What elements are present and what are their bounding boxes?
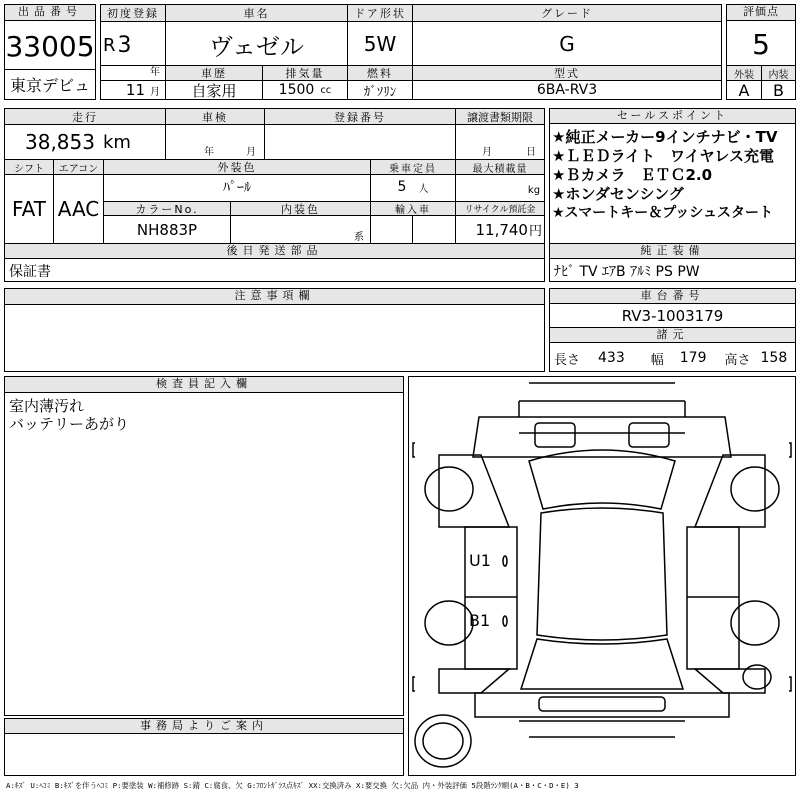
chassis-box [549, 288, 796, 372]
color-no-label: カラーNo. [104, 202, 230, 215]
door-value: 5W [363, 32, 397, 56]
inspector-note: バッテリーあがり [9, 415, 130, 433]
transfer-label: 譲渡書類期限 [456, 109, 544, 124]
shift-value: FAT [11, 197, 46, 221]
car-name-label-bg: 車名 [166, 5, 347, 21]
interior-color-unit: 系 [354, 232, 364, 243]
transfer-month-unit: 月 [482, 146, 492, 158]
interior-color-label: 内装色 [231, 202, 370, 215]
displacement-value [263, 81, 347, 99]
sales-point-item: ★ホンダセンシング [552, 185, 684, 203]
sales-points-list [552, 128, 777, 223]
inspector-note: 室内薄汚れ [9, 397, 85, 415]
capacity-number: 5 [397, 179, 407, 195]
legend: A:ｷｽﾞ U:ﾍｺﾐ B:ｷｽﾞを伴うﾍｺﾐ P:要塗装 W:補修跡 S:錆 C:腐食、欠 G:ﾌﾛﾝﾄｶﾞﾗｽ点ｷｽﾞ XX:交換済み X:要交換 欠:欠品 内・外装評価 5段階ﾗﾝｸ順(A・B・C・D・E) 3 [6, 781, 579, 790]
interior-label: 内装 [762, 66, 795, 80]
mileage-unit: km [102, 131, 131, 153]
width-value: 179 [679, 350, 707, 366]
displacement-label: 排気量 [263, 66, 347, 80]
transfer-day-unit: 日 [526, 146, 536, 158]
door-label: ドア形状 [348, 5, 412, 21]
load-label: 最大積載量 [456, 160, 544, 174]
chassis-number: RV3-1003179 [621, 307, 724, 325]
inspection-month-unit: 月 [246, 146, 256, 158]
details-box [4, 108, 545, 282]
inspector-label: 検査員記入欄 [5, 377, 403, 393]
month-unit: 月 [150, 86, 160, 98]
recycle-unit: 円 [528, 224, 542, 239]
fuel-value: ｶﾞｿﾘﾝ [363, 84, 397, 100]
venue: 東京デビュ [9, 75, 90, 95]
office-box [4, 718, 404, 776]
damage-mark-code: B1 [469, 611, 491, 630]
capacity-value [371, 175, 455, 199]
color-no-value: NH883P [136, 220, 198, 239]
sales-point-item: ★ＬＥＤライト ワイヤレス充電 [552, 147, 774, 165]
aircon-value: AAC [57, 197, 100, 221]
grade-value: G [559, 32, 575, 56]
import-label: 輸入車 [371, 202, 455, 215]
sales-points-box [549, 108, 796, 282]
score-value: 5 [752, 27, 770, 61]
inspection-label: 車検 [166, 109, 264, 124]
mileage-value [25, 126, 165, 158]
fuel-label: 燃料 [348, 66, 412, 80]
chassis-label: 車台番号 [550, 289, 795, 304]
later-parts-label: 後日発送部品 [5, 244, 544, 259]
score-box [726, 4, 796, 100]
sales-point-item: ★スマートキー＆プッシュスタート [552, 205, 774, 221]
year-unit: 年 [150, 66, 160, 78]
month: 11 [125, 81, 145, 99]
dims-row [554, 347, 794, 369]
color-value: ﾊﾟｰﾙ [223, 180, 251, 196]
load-unit: kg [527, 184, 541, 196]
aircon-label: エアコン [54, 160, 103, 174]
year: 3 [117, 32, 132, 58]
dims-label: 諸元 [550, 328, 795, 343]
model-value: 6BA-RV3 [536, 82, 598, 98]
car-diagram [409, 377, 795, 775]
capacity-label: 乗車定員 [371, 160, 455, 174]
damage-mark-code: U1 [469, 551, 491, 570]
exterior-grade: A [738, 80, 750, 100]
grade-label: グレード [413, 5, 721, 21]
first-reg-era [103, 27, 133, 63]
sales-point-item: ★Ｂカメラ ＥＴＣ2.0 [552, 166, 713, 184]
interior-grade: B [773, 80, 784, 100]
height-value: 158 [760, 350, 788, 366]
equipment-label: 純正装備 [550, 244, 795, 259]
era: R [103, 34, 116, 56]
later-parts-value: 保証書 [9, 264, 51, 280]
inspection-year-unit: 年 [204, 146, 214, 158]
width-label: 幅 [650, 352, 664, 368]
score-label: 評価点 [727, 5, 795, 21]
lot-label: 出品番号 [5, 5, 95, 21]
recycle-number: 11,740 [475, 220, 528, 239]
office-label: 事務局よりご案内 [5, 719, 403, 734]
car-diagram-box [408, 376, 796, 776]
notes-box [4, 288, 545, 372]
exterior-label: 外装 [727, 66, 761, 80]
inspector-notes [9, 397, 129, 433]
reg-no-label: 登録番号 [265, 109, 455, 124]
first-reg-label: 初度登録 [101, 5, 165, 21]
sales-points-label: セールスポイント [550, 109, 795, 124]
registration-box [100, 4, 722, 100]
capacity-unit: 人 [418, 183, 429, 195]
inspector-box [4, 376, 404, 716]
displacement-unit: cc [320, 84, 332, 96]
displacement-number: 1500 [278, 82, 315, 98]
history-value: 自家用 [191, 81, 237, 100]
mileage-number: 38,853 [25, 130, 95, 154]
color-label: 外装色 [104, 160, 370, 174]
lot-box [4, 4, 96, 100]
sales-point-item: ★純正メーカー9インチナビ・TV [552, 128, 778, 146]
length-value: 433 [598, 350, 625, 366]
lot-number: 33005 [5, 29, 95, 63]
equipment-value: ﾅﾋﾞ TV ｴｱB ｱﾙﾐ PS PW [554, 264, 700, 280]
notes-label: 注意事項欄 [5, 289, 544, 305]
recycle-value [456, 216, 544, 243]
history-label: 車歴 [166, 66, 262, 80]
mileage-label: 走行 [5, 109, 165, 124]
recycle-label: リサイクル預託金 [456, 202, 544, 215]
model-label: 型式 [413, 66, 721, 80]
height-label: 高さ [724, 352, 751, 368]
shift-label: シフト [5, 160, 53, 174]
car-name: ヴェゼル [208, 32, 305, 61]
length-label: 長さ [554, 352, 581, 368]
